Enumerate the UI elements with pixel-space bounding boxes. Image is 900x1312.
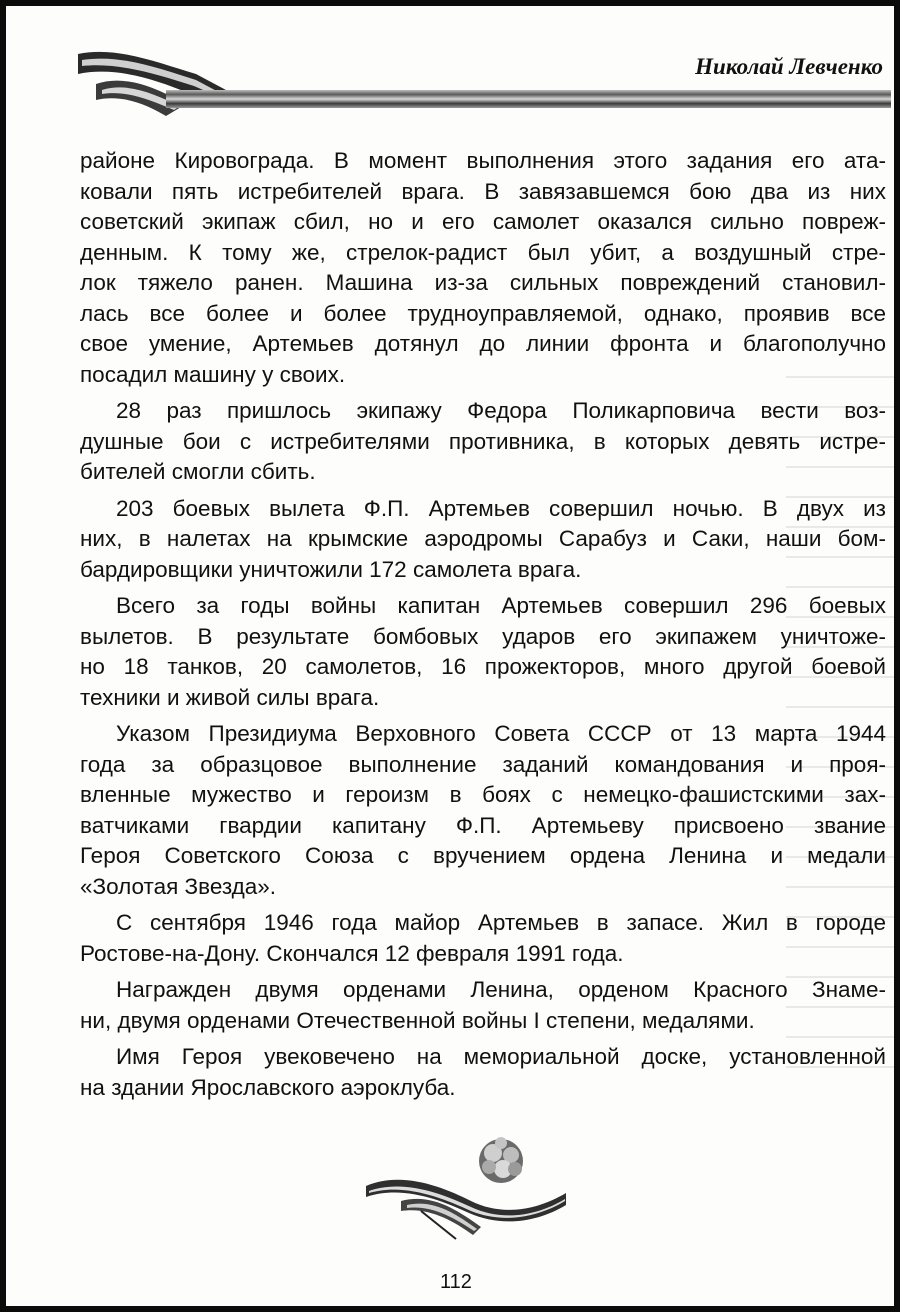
text-line: техники и живой силы врага. [80, 684, 380, 710]
text-line: Награжден двумя орденами Ленина, орденом Красного Знаме- [116, 977, 886, 1002]
text-line: Всего за годы войны капитан Артемьев совершил 296 боевых [116, 593, 886, 618]
text-line: бардировщики уничтожили 172 самолета врага. [80, 556, 582, 582]
text-line: них, в налетах на крымские аэродромы Сарабуз и Саки, наши бом- [80, 526, 886, 551]
paragraph [80, 1042, 886, 1103]
paragraph [80, 494, 886, 586]
text-line: лок тяжело ранен. Машина из-за сильных повреждений становил- [80, 270, 886, 295]
text-line: ковали пять истребителей врага. В завязавшемся бою два из них [80, 178, 886, 204]
text-line: но 18 танков, 20 самолетов, 16 прожекторов, много другой боевой [80, 654, 886, 679]
header-ribbon-bar [166, 90, 891, 108]
paragraph [80, 591, 886, 713]
text-line: ватчиками гвардии капитану Ф.П. Артемьеву присвоено звание [80, 812, 886, 838]
text-line: «Золотая Звезда». [80, 873, 277, 899]
text-line: Указом Президиума Верховного Совета СССР от 13 марта 1944 [116, 721, 886, 746]
text-line: посадил машину у своих. [80, 361, 346, 387]
page-header [76, 44, 891, 119]
ribbon-and-flower-ornament-icon [361, 1131, 571, 1241]
paragraph [80, 719, 886, 902]
text-line: свое умение, Артемьев дотянул до линии фронта и благополучно [80, 331, 886, 356]
text-line: вленные мужество и героизм в боях с немецко-фашистскими зах- [80, 782, 886, 807]
author-name: Николай Левченко [695, 54, 883, 79]
text-line: денным. К тому же, стрелок-радист был убит, а воздушный стре- [80, 239, 886, 265]
text-line: советский экипаж сбил, но и его самолет оказался сильно повреж- [80, 209, 886, 234]
text-line: на здании Ярославского аэроклуба. [80, 1074, 456, 1100]
text-line: районе Кировограда. В момент выполнения этого задания его ата- [80, 148, 886, 173]
text-line: вылетов. В результате бомбовых ударов его экипажем уничтоже- [80, 623, 886, 649]
text-line: ни, двумя орденами Отечественной войны I степени, медалями. [80, 1007, 755, 1033]
text-line: Героя Советского Союза с вручением ордена Ленина и медали [80, 843, 886, 868]
text-line: лась все более и более трудноуправляемой, однако, проявив все [80, 300, 886, 326]
text-line: бителей смогли сбить. [80, 459, 316, 484]
text-line: Имя Героя увековечено на мемориальной доске, установленной [116, 1044, 886, 1069]
text-line: С сентября 1946 года майор Артемьев в запасе. Жил в городе [116, 910, 886, 935]
paragraph [80, 396, 886, 488]
text-line: душные бои с истребителями противника, в которых девять истре- [80, 428, 886, 454]
paragraph [80, 908, 886, 969]
text-line: 203 боевых вылета Ф.П. Артемьев совершил ночью. В двух из [116, 495, 886, 521]
body-text [80, 146, 886, 1109]
text-line: года за образцовое выполнение заданий командования и проя- [80, 751, 886, 777]
text-line: 28 раз пришлось экипажу Федора Поликарповича вести воз- [116, 398, 886, 423]
page-number: 112 [440, 1271, 472, 1293]
text-line: Ростове-на-Дону. Скончался 12 февраля 1991 года. [80, 940, 624, 966]
paragraph [80, 146, 886, 390]
paragraph [80, 975, 886, 1036]
